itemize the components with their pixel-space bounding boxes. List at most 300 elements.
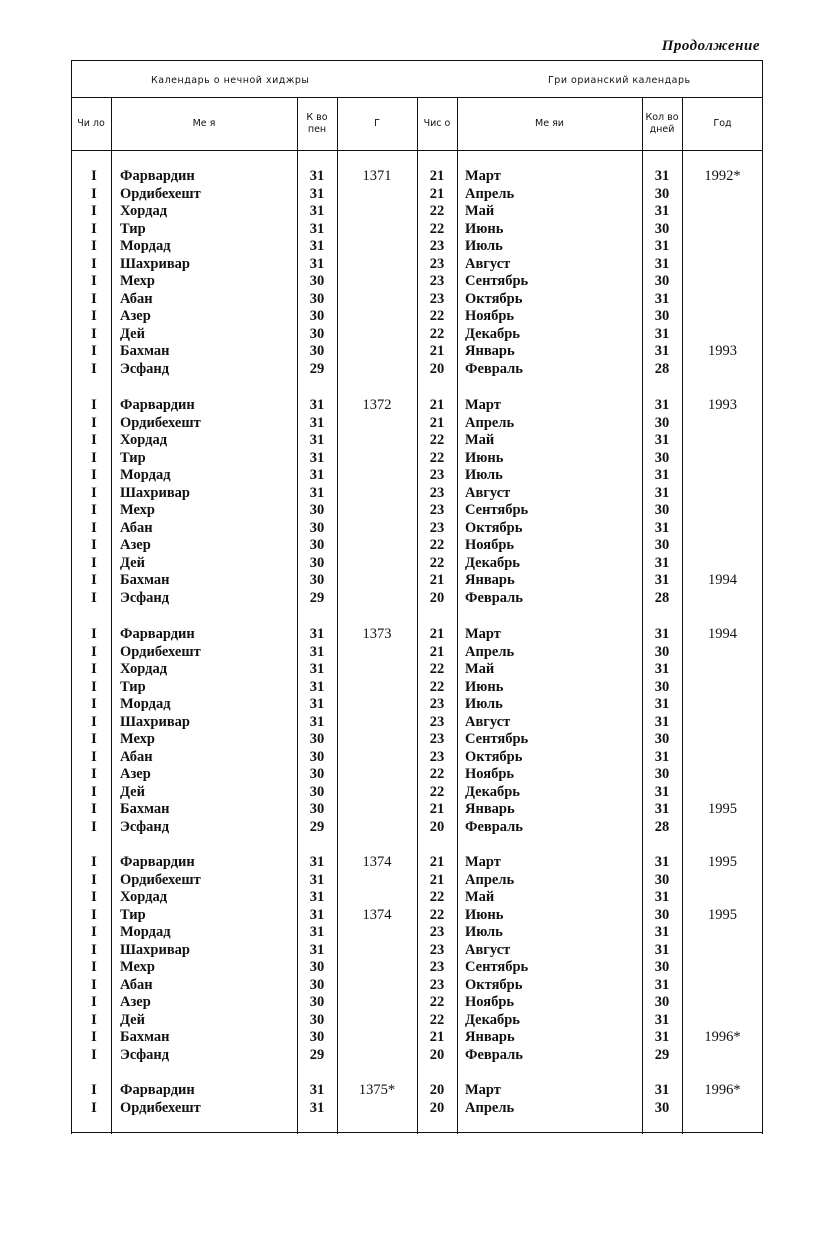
table-row — [71, 1082, 763, 1100]
greg-day-cell: 22 — [429, 1011, 445, 1028]
hijri-day-cell: I — [91, 994, 97, 1010]
table-row — [71, 854, 763, 872]
table-row — [71, 361, 763, 379]
hijri-day-cell: I — [91, 519, 97, 536]
col-header-greg-day: Чис о — [423, 118, 451, 129]
hijri-day-cell: I — [91, 238, 97, 254]
hijri-days-count-cell: 29 — [309, 589, 325, 606]
table-row — [71, 1047, 763, 1065]
greg-month-cell: Май — [465, 432, 495, 448]
hijri-month-cell: Азер — [120, 994, 151, 1010]
table-row — [71, 432, 763, 450]
hijri-month-cell: Хордад — [120, 203, 168, 219]
hijri-days-count-cell: 31 — [309, 696, 325, 712]
greg-days-count-cell: 30 — [654, 643, 670, 660]
hijri-month-cell: Ордибехешт — [120, 1099, 201, 1116]
greg-days-count-cell: 30 — [654, 273, 670, 289]
greg-day-cell: 20 — [429, 589, 445, 606]
hijri-days-count-cell: 30 — [309, 1011, 325, 1028]
greg-days-count-cell: 31 — [654, 343, 670, 359]
greg-days-count-cell: 30 — [654, 906, 670, 923]
greg-month-cell: Январь — [465, 801, 515, 817]
hijri-days-count-cell: 31 — [309, 467, 325, 483]
hijri-days-count-cell: 31 — [309, 220, 325, 237]
hijri-year-cell: 1373 — [362, 626, 392, 642]
hijri-month-cell: Хордад — [120, 432, 168, 448]
greg-month-cell: Октябрь — [465, 748, 523, 765]
hijri-day-cell: I — [91, 273, 97, 289]
hijri-day-cell: I — [91, 731, 97, 747]
hijri-day-cell: I — [91, 678, 97, 695]
hijri-month-cell: Фарвардин — [120, 626, 195, 642]
hijri-year-cell: 1375* — [358, 1082, 396, 1098]
greg-month-cell: Октябрь — [465, 290, 523, 307]
hijri-days-count-cell: 31 — [309, 1099, 325, 1116]
hijri-days-count-cell: 30 — [309, 325, 325, 342]
hijri-day-cell: I — [91, 1099, 97, 1116]
table-row — [71, 942, 763, 960]
hijri-month-cell: Мехр — [120, 502, 155, 518]
greg-day-cell: 22 — [429, 994, 445, 1010]
hijri-group-header: Календарь о нечной хиджры — [151, 75, 310, 86]
hijri-days-count-cell: 30 — [309, 748, 325, 765]
greg-day-cell: 23 — [429, 255, 445, 272]
hijri-day-cell: I — [91, 168, 97, 184]
table-row — [71, 766, 763, 784]
hijri-days-count-cell: 30 — [309, 731, 325, 747]
hijri-month-cell: Ордибехешт — [120, 185, 201, 202]
hijri-days-count-cell: 31 — [309, 238, 325, 254]
hijri-day-cell: I — [91, 397, 97, 413]
table-row — [71, 572, 763, 590]
greg-day-cell: 23 — [429, 941, 445, 958]
hijri-days-count-cell: 30 — [309, 766, 325, 782]
greg-days-count-cell: 31 — [654, 432, 670, 448]
hijri-year-cell: 1371 — [362, 168, 392, 184]
greg-days-count-cell: 31 — [654, 554, 670, 571]
table-row — [71, 203, 763, 221]
greg-day-cell: 22 — [429, 308, 445, 324]
greg-days-count-cell: 31 — [654, 976, 670, 993]
greg-days-count-cell: 31 — [654, 325, 670, 342]
greg-year-cell: 1996* — [704, 1082, 741, 1098]
hijri-month-cell: Бахман — [120, 572, 170, 588]
hijri-day-cell: I — [91, 1029, 97, 1045]
table-row — [71, 959, 763, 977]
greg-month-cell: Июль — [465, 696, 503, 712]
greg-day-cell: 23 — [429, 238, 445, 254]
hijri-month-cell: Дей — [120, 325, 145, 342]
hijri-days-count-cell: 31 — [309, 854, 325, 870]
hijri-days-count-cell: 31 — [309, 626, 325, 642]
greg-days-count-cell: 31 — [654, 255, 670, 272]
hijri-day-cell: I — [91, 203, 97, 219]
hijri-days-count-cell: 31 — [309, 924, 325, 940]
hijri-days-count-cell: 31 — [309, 661, 325, 677]
greg-day-cell: 21 — [429, 185, 445, 202]
greg-day-cell: 23 — [429, 748, 445, 765]
hijri-month-cell: Мехр — [120, 731, 155, 747]
hijri-days-count-cell: 29 — [309, 360, 325, 377]
col-header-greg-year: Год — [713, 118, 732, 129]
greg-days-count-cell: 30 — [654, 308, 670, 324]
greg-month-cell: Август — [465, 941, 511, 958]
greg-day-cell: 22 — [429, 783, 445, 800]
hijri-days-count-cell: 31 — [309, 255, 325, 272]
greg-days-count-cell: 31 — [654, 941, 670, 958]
hijri-days-count-cell: 29 — [309, 818, 325, 835]
greg-days-count-cell: 30 — [654, 537, 670, 553]
table-row — [71, 889, 763, 907]
col-header-greg-month: Ме яи — [535, 118, 564, 129]
greg-month-cell: Август — [465, 255, 511, 272]
greg-days-count-cell: 31 — [654, 1082, 670, 1098]
hijri-days-count-cell: 31 — [309, 941, 325, 958]
hijri-days-count-cell: 31 — [309, 678, 325, 695]
greg-month-cell: Апрель — [465, 185, 515, 202]
greg-day-cell: 20 — [429, 1046, 445, 1063]
greg-month-cell: Май — [465, 661, 495, 677]
greg-month-cell: Октябрь — [465, 519, 523, 536]
hijri-month-cell: Шахривар — [120, 713, 190, 730]
hijri-day-cell: I — [91, 626, 97, 642]
hijri-month-cell: Тир — [120, 678, 146, 695]
col-header-hijri-month: Ме я — [192, 118, 216, 129]
greg-month-cell: Март — [465, 626, 501, 642]
greg-days-count-cell: 31 — [654, 626, 670, 642]
hijri-days-count-cell: 30 — [309, 959, 325, 975]
greg-day-cell: 22 — [429, 661, 445, 677]
table-row — [71, 626, 763, 644]
table-row — [71, 308, 763, 326]
greg-month-cell: Декабрь — [465, 1011, 520, 1028]
hijri-month-cell: Мордад — [120, 238, 171, 254]
hijri-days-count-cell: 30 — [309, 537, 325, 553]
greg-month-cell: Октябрь — [465, 976, 523, 993]
greg-month-cell: Май — [465, 203, 495, 219]
hijri-days-count-cell: 30 — [309, 994, 325, 1010]
greg-month-cell: Сентябрь — [465, 273, 529, 289]
greg-days-count-cell: 31 — [654, 484, 670, 501]
hijri-days-count-cell: 31 — [309, 414, 325, 431]
greg-month-cell: Ноябрь — [465, 308, 515, 324]
hijri-day-cell: I — [91, 959, 97, 975]
greg-day-cell: 23 — [429, 976, 445, 993]
hijri-day-cell: I — [91, 661, 97, 677]
col-header-greg-days-count: Кол во дней — [645, 112, 679, 135]
hijri-days-count-cell: 31 — [309, 185, 325, 202]
greg-days-count-cell: 28 — [654, 360, 670, 377]
hijri-day-cell: I — [91, 537, 97, 553]
greg-days-count-cell: 31 — [654, 467, 670, 483]
table-row — [71, 590, 763, 608]
table-row — [71, 221, 763, 239]
greg-days-count-cell: 28 — [654, 589, 670, 606]
greg-month-cell: Март — [465, 1082, 501, 1098]
greg-days-count-cell: 31 — [654, 1029, 670, 1045]
table-row — [71, 238, 763, 256]
hijri-month-cell: Бахман — [120, 801, 170, 817]
greg-days-count-cell: 31 — [654, 661, 670, 677]
hijri-month-cell: Эсфанд — [120, 360, 170, 377]
greg-month-cell: Февраль — [465, 360, 523, 377]
greg-days-count-cell: 31 — [654, 397, 670, 413]
hijri-month-cell: Абан — [120, 519, 153, 536]
table-row — [71, 784, 763, 802]
greg-day-cell: 23 — [429, 959, 445, 975]
table-row — [71, 415, 763, 433]
greg-year-cell: 1995 — [708, 854, 737, 870]
greg-day-cell: 22 — [429, 449, 445, 466]
hijri-day-cell: I — [91, 360, 97, 377]
greg-month-cell: Январь — [465, 1029, 515, 1045]
hijri-day-cell: I — [91, 713, 97, 730]
greg-days-count-cell: 31 — [654, 801, 670, 817]
hijri-days-count-cell: 30 — [309, 976, 325, 993]
greg-month-cell: Август — [465, 484, 511, 501]
hijri-day-cell: I — [91, 220, 97, 237]
greg-days-count-cell: 31 — [654, 203, 670, 219]
greg-day-cell: 21 — [429, 626, 445, 642]
gregorian-group-header: Гри орианский календарь — [548, 75, 691, 86]
table-row — [71, 397, 763, 415]
table-row — [71, 801, 763, 819]
greg-day-cell: 21 — [429, 572, 445, 588]
hijri-day-cell: I — [91, 589, 97, 606]
hijri-day-cell: I — [91, 572, 97, 588]
hijri-day-cell: I — [91, 818, 97, 835]
greg-month-cell: Март — [465, 168, 501, 184]
hijri-month-cell: Абан — [120, 976, 153, 993]
greg-month-cell: Февраль — [465, 589, 523, 606]
greg-month-cell: Март — [465, 854, 501, 870]
greg-days-count-cell: 30 — [654, 994, 670, 1010]
hijri-month-cell: Фарвардин — [120, 1082, 195, 1098]
greg-day-cell: 23 — [429, 273, 445, 289]
hijri-days-count-cell: 31 — [309, 203, 325, 219]
greg-month-cell: Июль — [465, 924, 503, 940]
greg-day-cell: 21 — [429, 343, 445, 359]
greg-month-cell: Апрель — [465, 871, 515, 888]
table-top-border — [71, 60, 763, 61]
greg-month-cell: Апрель — [465, 643, 515, 660]
table-row — [71, 326, 763, 344]
table-row — [71, 714, 763, 732]
hijri-days-count-cell: 30 — [309, 519, 325, 536]
hijri-day-cell: I — [91, 502, 97, 518]
hijri-day-cell: I — [91, 432, 97, 448]
hijri-days-count-cell: 30 — [309, 308, 325, 324]
greg-month-cell: Сентябрь — [465, 502, 529, 518]
greg-day-cell: 23 — [429, 467, 445, 483]
hijri-days-count-cell: 31 — [309, 168, 325, 184]
hijri-days-count-cell: 30 — [309, 783, 325, 800]
greg-day-cell: 21 — [429, 643, 445, 660]
hijri-month-cell: Абан — [120, 748, 153, 765]
greg-day-cell: 23 — [429, 484, 445, 501]
calendar-table — [71, 60, 763, 1134]
hijri-month-cell: Мехр — [120, 273, 155, 289]
hijri-month-cell: Бахман — [120, 343, 170, 359]
greg-month-cell: Март — [465, 397, 501, 413]
greg-day-cell: 20 — [429, 818, 445, 835]
greg-days-count-cell: 31 — [654, 1011, 670, 1028]
hijri-day-cell: I — [91, 801, 97, 817]
hijri-month-cell: Дей — [120, 554, 145, 571]
hijri-days-count-cell: 30 — [309, 273, 325, 289]
hijri-month-cell: Ордибехешт — [120, 871, 201, 888]
greg-day-cell: 22 — [429, 889, 445, 905]
greg-month-cell: Декабрь — [465, 783, 520, 800]
table-row — [71, 485, 763, 503]
greg-month-cell: Июль — [465, 467, 503, 483]
greg-month-cell: Январь — [465, 343, 515, 359]
greg-day-cell: 22 — [429, 906, 445, 923]
greg-days-count-cell: 31 — [654, 238, 670, 254]
hijri-month-cell: Тир — [120, 449, 146, 466]
hijri-days-count-cell: 30 — [309, 572, 325, 588]
greg-days-count-cell: 30 — [654, 185, 670, 202]
hijri-day-cell: I — [91, 414, 97, 431]
table-row — [71, 537, 763, 555]
hijri-month-cell: Фарвардин — [120, 854, 195, 870]
table-row — [71, 749, 763, 767]
hijri-days-count-cell: 30 — [309, 1029, 325, 1045]
greg-year-cell: 1994 — [708, 572, 737, 588]
col-header-hijri-year: Г — [374, 118, 380, 129]
col-header-hijri-day: Чи ло — [77, 118, 105, 129]
table-row — [71, 872, 763, 890]
hijri-days-count-cell: 30 — [309, 801, 325, 817]
table-row — [71, 1029, 763, 1047]
table-row — [71, 450, 763, 468]
table-row — [71, 994, 763, 1012]
greg-days-count-cell: 31 — [654, 889, 670, 905]
greg-month-cell: Июль — [465, 238, 503, 254]
table-row — [71, 924, 763, 942]
greg-month-cell: Январь — [465, 572, 515, 588]
greg-day-cell: 21 — [429, 854, 445, 870]
hijri-month-cell: Азер — [120, 308, 151, 324]
hijri-month-cell: Абан — [120, 290, 153, 307]
hijri-day-cell: I — [91, 467, 97, 483]
greg-days-count-cell: 30 — [654, 220, 670, 237]
greg-days-count-cell: 30 — [654, 1099, 670, 1116]
greg-day-cell: 22 — [429, 766, 445, 782]
greg-month-cell: Апрель — [465, 1099, 515, 1116]
table-row — [71, 256, 763, 274]
greg-day-cell: 20 — [429, 1099, 445, 1116]
greg-year-cell: 1993 — [708, 397, 737, 413]
hijri-day-cell: I — [91, 766, 97, 782]
greg-day-cell: 23 — [429, 731, 445, 747]
hijri-year-cell: 1374 — [362, 854, 392, 870]
hijri-month-cell: Ордибехешт — [120, 643, 201, 660]
greg-day-cell: 21 — [429, 397, 445, 413]
greg-year-cell: 1992* — [704, 168, 741, 184]
hijri-day-cell: I — [91, 871, 97, 888]
hijri-days-count-cell: 31 — [309, 432, 325, 448]
greg-year-cell: 1995 — [708, 801, 737, 817]
hijri-days-count-cell: 31 — [309, 713, 325, 730]
hijri-day-cell: I — [91, 484, 97, 501]
hijri-days-count-cell: 31 — [309, 906, 325, 923]
greg-days-count-cell: 31 — [654, 519, 670, 536]
hijri-month-cell: Эсфанд — [120, 818, 170, 835]
hijri-days-count-cell: 29 — [309, 1046, 325, 1063]
table-row — [71, 1100, 763, 1118]
hijri-day-cell: I — [91, 343, 97, 359]
greg-month-cell: Июнь — [465, 449, 504, 466]
greg-month-cell: Сентябрь — [465, 731, 529, 747]
hijri-days-count-cell: 31 — [309, 397, 325, 413]
greg-day-cell: 23 — [429, 502, 445, 518]
greg-day-cell: 23 — [429, 713, 445, 730]
greg-days-count-cell: 30 — [654, 731, 670, 747]
greg-day-cell: 20 — [429, 360, 445, 377]
greg-days-count-cell: 31 — [654, 290, 670, 307]
greg-day-cell: 23 — [429, 924, 445, 940]
hijri-month-cell: Мордад — [120, 924, 171, 940]
hijri-days-count-cell: 30 — [309, 290, 325, 307]
hijri-month-cell: Мехр — [120, 959, 155, 975]
table-row — [71, 343, 763, 361]
hijri-days-count-cell: 30 — [309, 554, 325, 571]
hijri-days-count-cell: 31 — [309, 889, 325, 905]
hijri-month-cell: Шахривар — [120, 255, 190, 272]
hijri-days-count-cell: 30 — [309, 502, 325, 518]
hijri-month-cell: Мордад — [120, 696, 171, 712]
greg-year-cell: 1994 — [708, 626, 737, 642]
table-row — [71, 644, 763, 662]
greg-day-cell: 22 — [429, 678, 445, 695]
greg-month-cell: Ноябрь — [465, 766, 515, 782]
table-row — [71, 273, 763, 291]
hijri-day-cell: I — [91, 325, 97, 342]
hijri-day-cell: I — [91, 748, 97, 765]
hijri-month-cell: Эсфанд — [120, 589, 170, 606]
table-row — [71, 186, 763, 204]
greg-day-cell: 22 — [429, 220, 445, 237]
table-row — [71, 520, 763, 538]
table-row — [71, 907, 763, 925]
hijri-month-cell: Тир — [120, 220, 146, 237]
hijri-days-count-cell: 31 — [309, 1082, 325, 1098]
greg-month-cell: Июнь — [465, 220, 504, 237]
hijri-month-cell: Шахривар — [120, 941, 190, 958]
greg-days-count-cell: 30 — [654, 678, 670, 695]
greg-day-cell: 22 — [429, 203, 445, 219]
greg-day-cell: 21 — [429, 168, 445, 184]
greg-day-cell: 22 — [429, 432, 445, 448]
greg-month-cell: Декабрь — [465, 325, 520, 342]
greg-days-count-cell: 30 — [654, 766, 670, 782]
greg-month-cell: Ноябрь — [465, 537, 515, 553]
hijri-month-cell: Хордад — [120, 661, 168, 677]
col-header-hijri-days-count: К во пен — [306, 112, 328, 135]
greg-day-cell: 23 — [429, 696, 445, 712]
hijri-day-cell: I — [91, 554, 97, 571]
hijri-month-cell: Тир — [120, 906, 146, 923]
greg-month-cell: Апрель — [465, 414, 515, 431]
table-row — [71, 467, 763, 485]
hijri-month-cell: Азер — [120, 537, 151, 553]
greg-month-cell: Август — [465, 713, 511, 730]
greg-month-cell: Декабрь — [465, 554, 520, 571]
table-row — [71, 977, 763, 995]
hijri-month-cell: Ордибехешт — [120, 414, 201, 431]
hijri-day-cell: I — [91, 696, 97, 712]
